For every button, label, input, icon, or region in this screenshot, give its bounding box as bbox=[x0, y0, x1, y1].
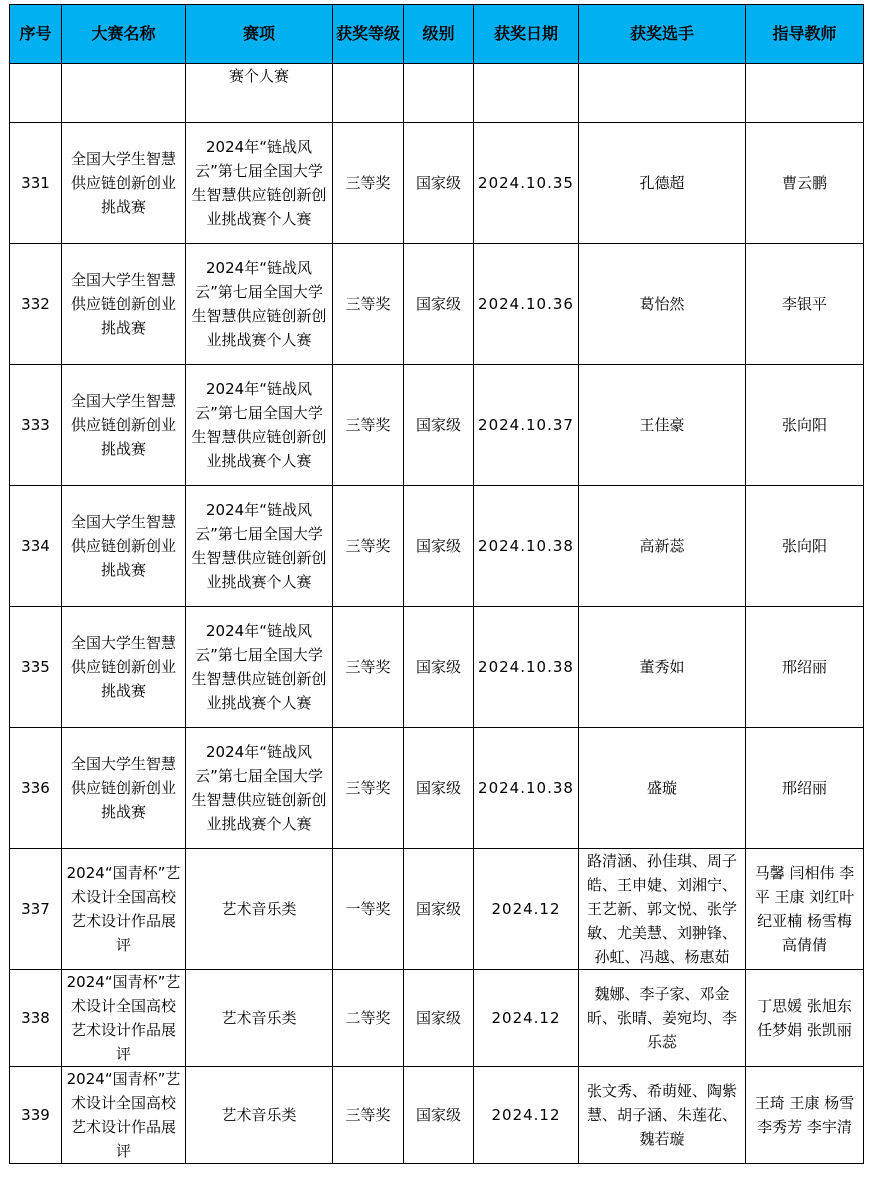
cell-level bbox=[404, 64, 474, 123]
cell-players: 孔德超 bbox=[579, 123, 746, 244]
cell-date bbox=[474, 64, 579, 123]
cell-item: 2024年“链战风云”第七届全国大学生智慧供应链创新创业挑战赛个人赛 bbox=[186, 607, 333, 728]
cell-players: 葛怡然 bbox=[579, 244, 746, 365]
cell-award: 三等奖 bbox=[333, 486, 404, 607]
cell-item: 2024年“链战风云”第七届全国大学生智慧供应链创新创业挑战赛个人赛 bbox=[186, 728, 333, 849]
cell-contest: 2024“国青杯”艺术设计全国高校艺术设计作品展评 bbox=[62, 970, 186, 1067]
table-row bbox=[10, 607, 864, 728]
table-row bbox=[10, 1067, 864, 1164]
cell-award: 三等奖 bbox=[333, 607, 404, 728]
cell-contest: 全国大学生智慧供应链创新创业挑战赛 bbox=[62, 607, 186, 728]
cell-teachers: 李银平 bbox=[746, 244, 864, 365]
cell-item: 2024年“链战风云”第七届全国大学生智慧供应链创新创业挑战赛个人赛 bbox=[186, 244, 333, 365]
cell-date: 2024.12 bbox=[474, 970, 579, 1067]
cell-level: 国家级 bbox=[404, 244, 474, 365]
cell-contest: 全国大学生智慧供应链创新创业挑战赛 bbox=[62, 728, 186, 849]
header-players: 获奖选手 bbox=[579, 5, 746, 64]
cell-teachers bbox=[746, 64, 864, 123]
cell-date: 2024.10.38 bbox=[474, 728, 579, 849]
cell-players: 王佳豪 bbox=[579, 365, 746, 486]
header-item: 赛项 bbox=[186, 5, 333, 64]
cell-teachers: 张向阳 bbox=[746, 486, 864, 607]
cell-date: 2024.12 bbox=[474, 1067, 579, 1164]
cell-teachers: 王琦 王康 杨雪 李秀芳 李宇清 bbox=[746, 1067, 864, 1164]
table-row bbox=[10, 849, 864, 970]
cell-award bbox=[333, 64, 404, 123]
cell-award: 三等奖 bbox=[333, 244, 404, 365]
cell-contest bbox=[62, 64, 186, 123]
cell-no: 335 bbox=[10, 607, 62, 728]
cell-players: 路清涵、孙佳琪、周子皓、王申婕、刘湘宁、王艺新、郭文悦、张学敏、尤美慧、刘翀锋、孙虹、冯越、杨惠茹 bbox=[579, 849, 746, 970]
cell-contest: 全国大学生智慧供应链创新创业挑战赛 bbox=[62, 244, 186, 365]
header-date: 获奖日期 bbox=[474, 5, 579, 64]
cell-no: 334 bbox=[10, 486, 62, 607]
cell-no bbox=[10, 64, 62, 123]
cell-level: 国家级 bbox=[404, 1067, 474, 1164]
cell-no: 332 bbox=[10, 244, 62, 365]
cell-contest: 2024“国青杯”艺术设计全国高校艺术设计作品展评 bbox=[62, 1067, 186, 1164]
awards-table bbox=[9, 4, 864, 1164]
cell-level: 国家级 bbox=[404, 486, 474, 607]
cell-teachers: 曹云鹏 bbox=[746, 123, 864, 244]
table-row bbox=[10, 728, 864, 849]
cell-contest: 全国大学生智慧供应链创新创业挑战赛 bbox=[62, 486, 186, 607]
cell-item: 赛个人赛 bbox=[186, 64, 333, 123]
cell-teachers: 张向阳 bbox=[746, 365, 864, 486]
cell-players: 魏娜、李子家、邓金昕、张晴、姜宛均、李乐蕊 bbox=[579, 970, 746, 1067]
cell-item: 艺术音乐类 bbox=[186, 970, 333, 1067]
header-teachers: 指导教师 bbox=[746, 5, 864, 64]
cell-date: 2024.10.38 bbox=[474, 607, 579, 728]
cell-contest: 全国大学生智慧供应链创新创业挑战赛 bbox=[62, 123, 186, 244]
cell-item: 2024年“链战风云”第七届全国大学生智慧供应链创新创业挑战赛个人赛 bbox=[186, 365, 333, 486]
table-row bbox=[10, 486, 864, 607]
cell-date: 2024.10.37 bbox=[474, 365, 579, 486]
cell-level: 国家级 bbox=[404, 123, 474, 244]
cell-no: 339 bbox=[10, 1067, 62, 1164]
cell-award: 一等奖 bbox=[333, 849, 404, 970]
cell-level: 国家级 bbox=[404, 728, 474, 849]
cell-no: 331 bbox=[10, 123, 62, 244]
header-row bbox=[10, 5, 864, 64]
cell-item: 2024年“链战风云”第七届全国大学生智慧供应链创新创业挑战赛个人赛 bbox=[186, 486, 333, 607]
cell-level: 国家级 bbox=[404, 365, 474, 486]
header-award: 获奖等级 bbox=[333, 5, 404, 64]
cell-award: 三等奖 bbox=[333, 365, 404, 486]
cell-date: 2024.10.35 bbox=[474, 123, 579, 244]
cell-teachers: 马馨 闫相伟 李平 王康 刘红叶 纪亚楠 杨雪梅 高倩倩 bbox=[746, 849, 864, 970]
cell-item: 艺术音乐类 bbox=[186, 1067, 333, 1164]
cell-level: 国家级 bbox=[404, 607, 474, 728]
header-level: 级别 bbox=[404, 5, 474, 64]
cell-no: 336 bbox=[10, 728, 62, 849]
cell-teachers: 邢绍丽 bbox=[746, 607, 864, 728]
cell-award: 三等奖 bbox=[333, 1067, 404, 1164]
cell-award: 三等奖 bbox=[333, 728, 404, 849]
cell-contest: 全国大学生智慧供应链创新创业挑战赛 bbox=[62, 365, 186, 486]
cell-players bbox=[579, 64, 746, 123]
table-row bbox=[10, 365, 864, 486]
cell-award: 二等奖 bbox=[333, 970, 404, 1067]
cell-players: 高新蕊 bbox=[579, 486, 746, 607]
header-no: 序号 bbox=[10, 5, 62, 64]
cell-players: 张文秀、希萌娅、陶紫慧、胡子涵、朱莲花、魏若璇 bbox=[579, 1067, 746, 1164]
cell-no: 337 bbox=[10, 849, 62, 970]
cell-award: 三等奖 bbox=[333, 123, 404, 244]
cell-date: 2024.10.36 bbox=[474, 244, 579, 365]
cell-item: 2024年“链战风云”第七届全国大学生智慧供应链创新创业挑战赛个人赛 bbox=[186, 123, 333, 244]
cell-level: 国家级 bbox=[404, 970, 474, 1067]
cell-no: 333 bbox=[10, 365, 62, 486]
table-row bbox=[10, 970, 864, 1067]
cell-level: 国家级 bbox=[404, 849, 474, 970]
header-contest: 大赛名称 bbox=[62, 5, 186, 64]
cell-teachers: 丁思媛 张旭东 任梦娟 张凯丽 bbox=[746, 970, 864, 1067]
cell-item: 艺术音乐类 bbox=[186, 849, 333, 970]
table-row-continued bbox=[10, 64, 864, 123]
table-row bbox=[10, 244, 864, 365]
table-row bbox=[10, 123, 864, 244]
cell-date: 2024.12 bbox=[474, 849, 579, 970]
cell-teachers: 邢绍丽 bbox=[746, 728, 864, 849]
cell-contest: 2024“国青杯”艺术设计全国高校艺术设计作品展评 bbox=[62, 849, 186, 970]
cell-date: 2024.10.38 bbox=[474, 486, 579, 607]
cell-players: 董秀如 bbox=[579, 607, 746, 728]
cell-no: 338 bbox=[10, 970, 62, 1067]
cell-players: 盛璇 bbox=[579, 728, 746, 849]
